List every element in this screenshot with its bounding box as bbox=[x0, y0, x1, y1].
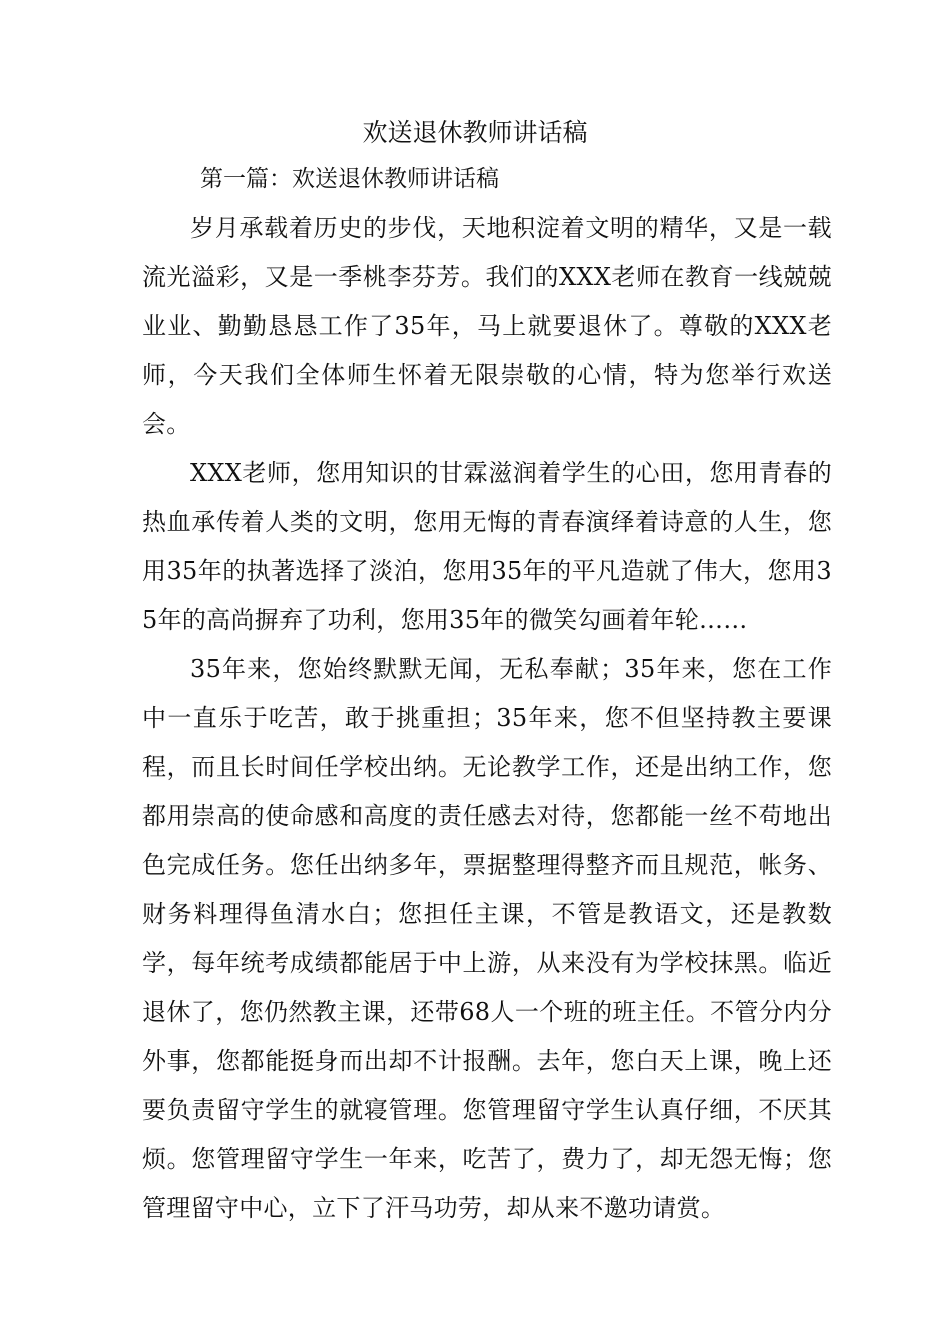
paragraph-3: 35年来，您始终默默无闻，无私奉献；35年来，您在工作中一直乐于吃苦，敢于挑重担；35年来，您不但坚持教主要课程，而且长时间任学校出纳。无论教学工作，还是出纳工作，您都用崇高的使命感和高度的责任感去对待，您都能一丝不苟地出色完成任务。您任出纳多年，票据整理得整齐而且规范，帐务、财务料理得鱼清水白；您担任主课，不管是教语文，还是教数学，每年统考成绩都能居于中上游，从来没有为学校抹黑。临近退休了，您仍然教主课，还带68人一个班的班主任。不管分内分外事，您都能挺身而出却不计报酬。去年，您白天上课，晚上还要负责留守学生的就寝管理。您管理留守学生认真仔细，不厌其烦。您管理留守学生一年来，吃苦了，费力了，却无怨无悔；您管理留守中心，立下了汗马功劳，却从来不邀功请赏。 bbox=[142, 655, 832, 1222]
paragraph-1: 岁月承载着历史的步伐，天地积淀着文明的精华，又是一载流光溢彩，又是一季桃李芬芳。我们的XXX老师在教育一线兢兢业业、勤勤恳恳工作了35年，马上就要退休了。尊敬的XXX老师，今天我们全体师生怀着无限崇敬的心情，特为您举行欢送会。 bbox=[142, 214, 832, 438]
document-title: 欢送退休教师讲话稿 bbox=[362, 118, 588, 147]
document-body bbox=[142, 204, 832, 1233]
paragraph-2: XXX老师，您用知识的甘霖滋润着学生的心田，您用青春的热血承传着人类的文明，您用无悔的青春演绎着诗意的人生，您用35年的执著选择了淡泊，您用35年的平凡造就了伟大，您用35年的高尚摒弃了功利，您用35年的微笑勾画着年轮…… bbox=[142, 459, 832, 634]
document-subtitle: 第一篇：欢送退休教师讲话稿 bbox=[200, 166, 499, 192]
